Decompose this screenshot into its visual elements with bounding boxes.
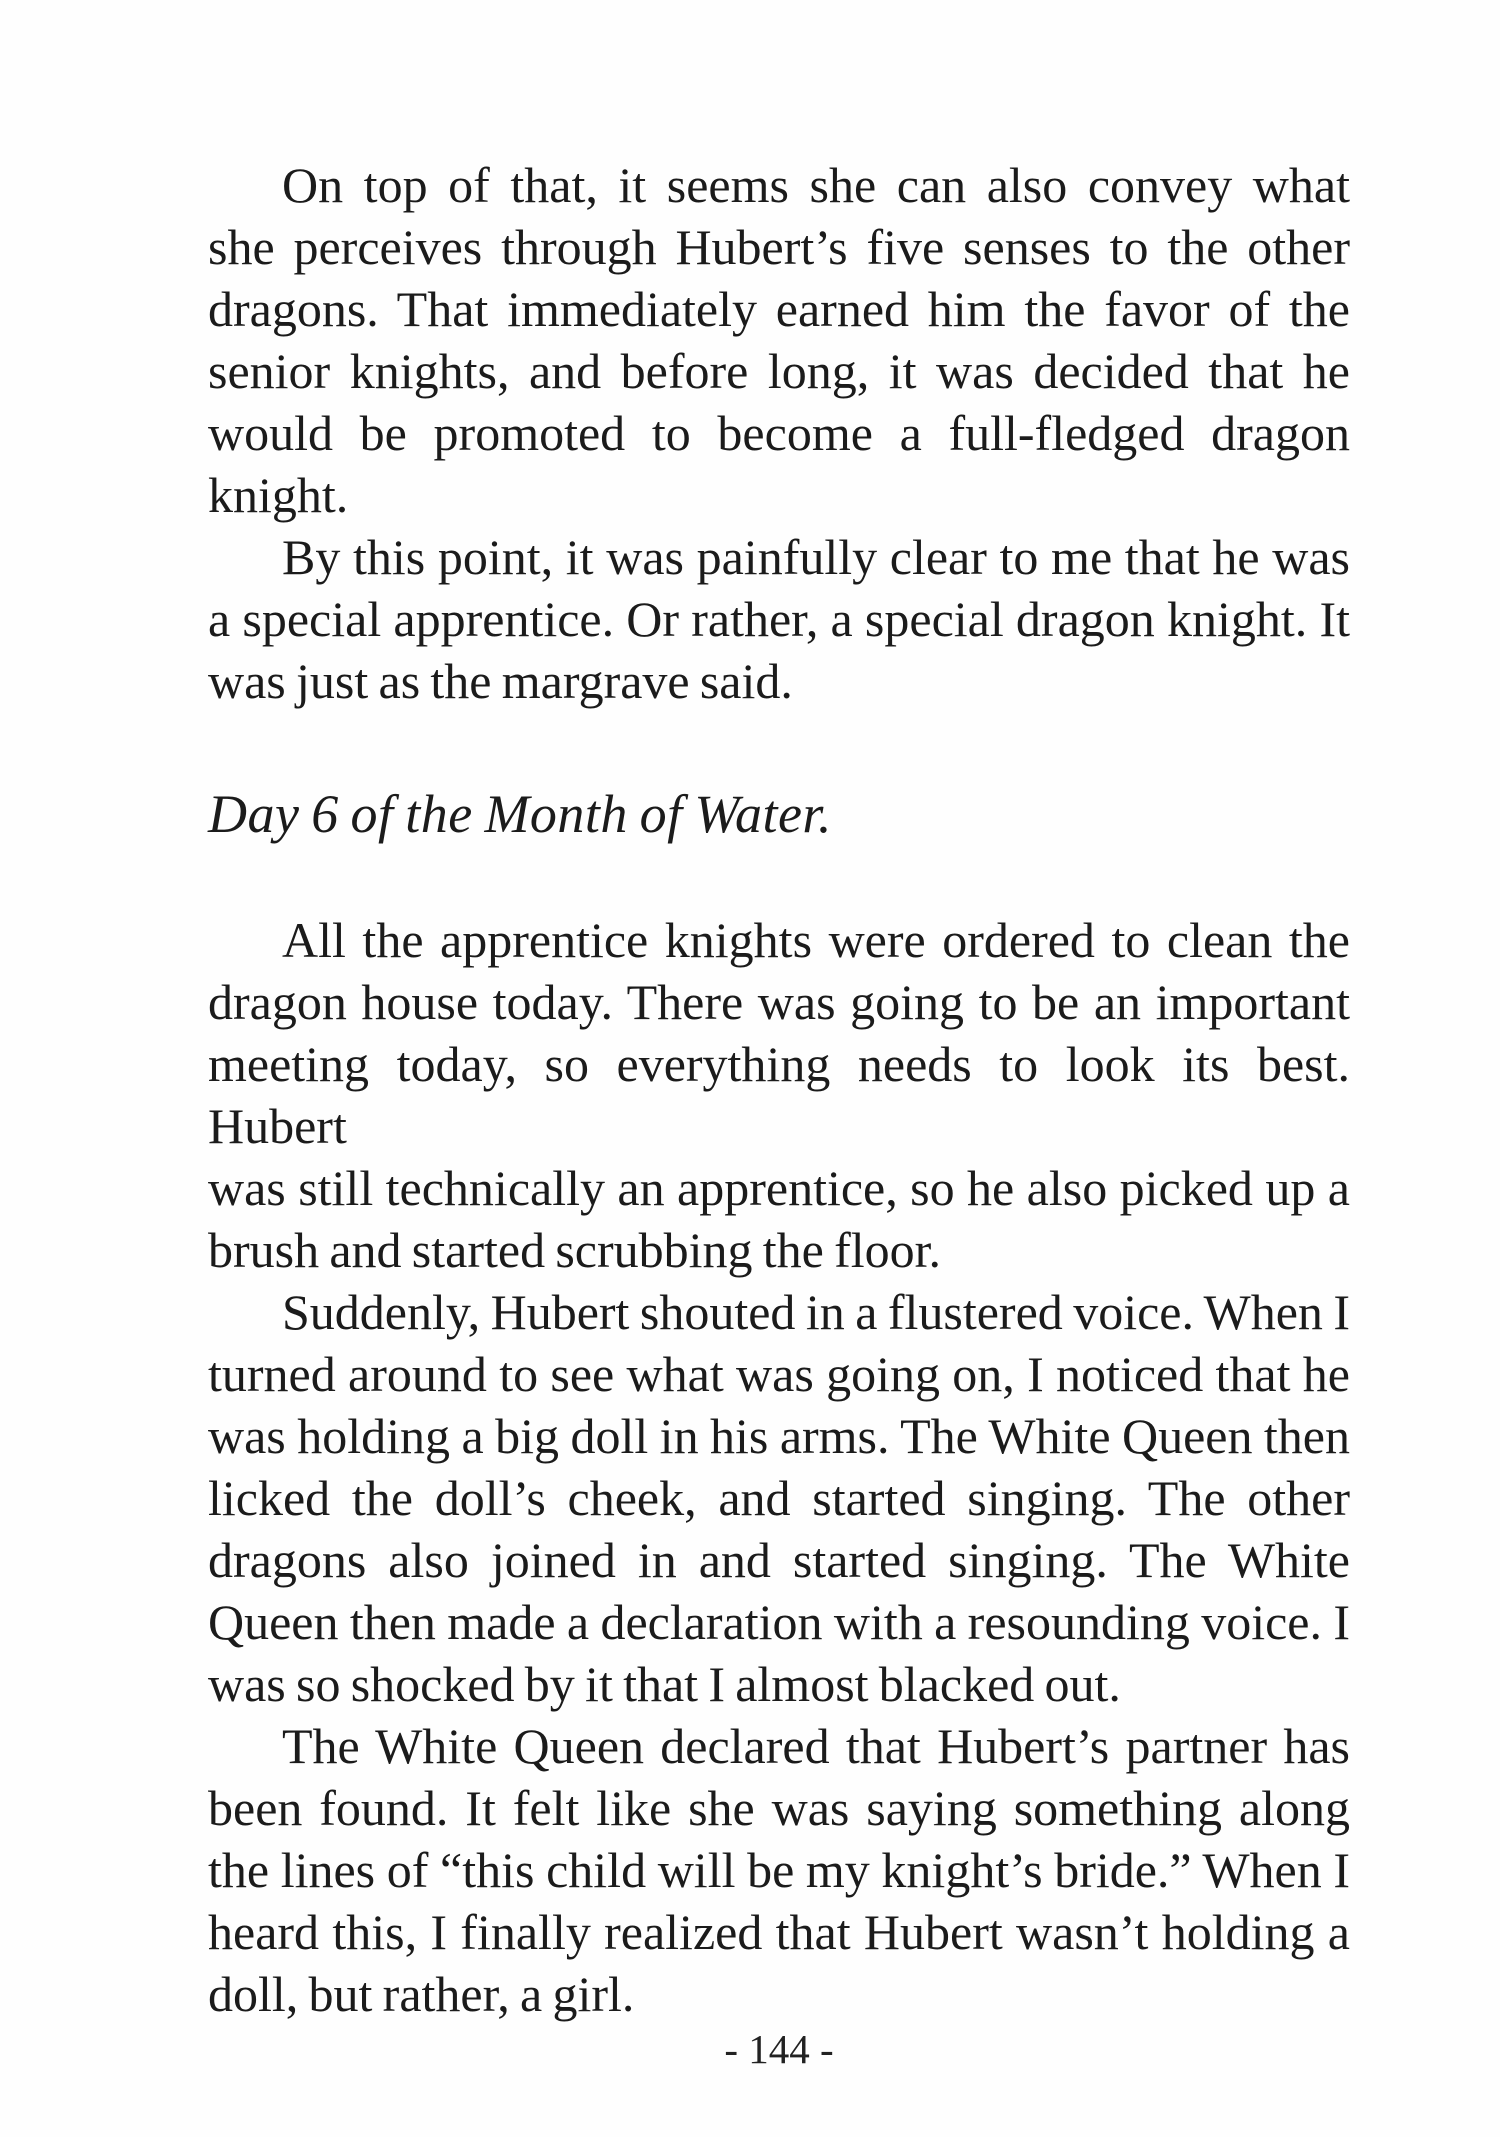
paragraph [208,154,1350,526]
text-line: senior knights, and before long, it was decided that he [208,343,1350,399]
text-line: was just as the margrave said. [208,653,793,709]
text-line: Queen then made a declaration with a resounding voice. I [208,1594,1350,1650]
text-line: turned around to see what was going on, I noticed that he [208,1346,1350,1402]
paragraph [208,1715,1350,2025]
text-line: All the apprentice knights were ordered to clean the [282,912,1350,968]
text-line: she perceives through Hubert’s five senses to the other [208,219,1350,275]
text-line: licked the doll’s cheek, and started singing. The other [208,1470,1350,1526]
text-line: On top of that, it seems she can also convey what [282,157,1350,213]
text-line: dragon house today. There was going to be an important [208,974,1350,1030]
paragraph [208,909,1350,1281]
text-line: doll, but rather, a girl. [208,1966,635,2022]
text-line: meeting today, so everything needs to look its best. Hubert [208,1036,1350,1154]
text-line: been found. It felt like she was saying something along [208,1780,1350,1836]
text-line: heard this, I finally realized that Hubert wasn’t holding a [208,1904,1350,1960]
paragraph [208,1281,1350,1715]
date-heading: Day 6 of the Month of Water. [208,784,832,844]
text-line: a special apprentice. Or rather, a special dragon knight. It [208,591,1350,647]
text-line: was still technically an apprentice, so he also picked up a [208,1160,1350,1216]
text-line: was so shocked by it that I almost blacked out. [208,1656,1121,1712]
text-line: dragons also joined in and started singing. The White [208,1532,1350,1588]
page-number: - 144 - [724,2026,834,2072]
text-line: Suddenly, Hubert shouted in a flustered voice. When I [282,1284,1350,1340]
text-line: The White Queen declared that Hubert’s partner has [282,1718,1350,1774]
text-line: would be promoted to become a full-fledged dragon [208,405,1350,461]
text-line: brush and started scrubbing the floor. [208,1222,942,1278]
text-line: By this point, it was painfully clear to me that he was [282,529,1350,585]
text-line: the lines of “this child will be my knight’s bride.” When I [208,1842,1350,1898]
paragraph [208,526,1350,712]
text-line: knight. [208,467,349,523]
text-line: was holding a big doll in his arms. The White Queen then [208,1408,1350,1464]
text-column [208,154,1350,2025]
text-line: dragons. That immediately earned him the favor of the [208,281,1350,337]
